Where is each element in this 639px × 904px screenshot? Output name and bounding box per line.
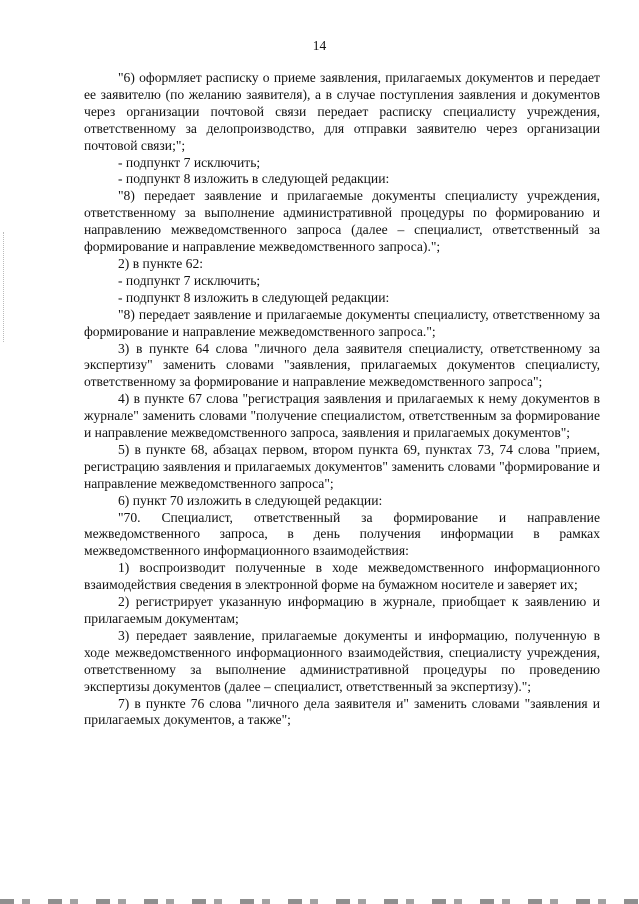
paragraph: 5) в пункте 68, абзацах первом, втором пункта 69, пунктах 73, 74 слова "прием, регистрацию заявления и прилагаемых документов" заменить словами "формирование и направление межведомственного запроса";	[84, 441, 600, 491]
paragraph: - подпункт 8 изложить в следующей редакции:	[118, 171, 390, 187]
paragraph: 3) передает заявление, прилагаемые документы и информацию, полученную в ходе межведомственного информационного взаимодействия, специалисту учреждения, ответственному за выполнение административной процедуры по проведению экспертизы документов (далее – специалист, ответственный за экспертизу).";	[84, 627, 600, 694]
paragraph: 6) пункт 70 изложить в следующей редакции:	[118, 492, 383, 508]
paragraph: - подпункт 7 исключить;	[118, 272, 261, 288]
paragraph: 1) воспроизводит полученные в ходе межведомственного информационного взаимодействия сведения в электронной форме на бумажном носителе и заверяет их;	[84, 560, 600, 593]
paragraph: 7) в пункте 76 слова "личного дела заявителя и" заменить словами "заявления и прилагаемых документов, а также";	[84, 695, 600, 728]
paragraph: - подпункт 8 изложить в следующей редакции:	[118, 289, 390, 305]
paragraph: "8) передает заявление и прилагаемые документы специалисту, ответственному за формирование и направление межведомственного запроса.";	[84, 306, 600, 339]
page-number: 14	[312, 38, 327, 53]
document-body	[84, 70, 600, 729]
paragraph: "6) оформляет расписку о приеме заявления, прилагаемых документов и передает ее заявителю (по желанию заявителя), а в случае поступления заявления и документов через организации почтовой связи передает расписку специалисту учреждения, ответственному за делопроизводство, для отправки заявителю через организации почтовой связи;";	[84, 70, 600, 153]
paragraph: "70. Специалист, ответственный за формирование и направление межведомственного запроса, в день получения информации в рамках межведомственного информационного взаимодействия:	[84, 509, 600, 559]
paragraph: "8) передает заявление и прилагаемые документы специалисту учреждения, ответственному за выполнение административной процедуры по формированию и направлению межведомственного запроса (далее – специалист, ответственный за формирование и направление межведомственного запроса).";	[84, 188, 600, 255]
paragraph: 3) в пункте 64 слова "личного дела заявителя специалисту, ответственному за экспертизу" заменить словами "заявления, прилагаемых документов специалисту, ответственному за формирование и направление межведомственного запроса";	[84, 340, 600, 390]
paragraph: 4) в пункте 67 слова "регистрация заявления и прилагаемых к нему документов в журнале" заменить словами "получение специалистом, ответственным за формирование и направление межведомственного запроса, заявления и прилагаемых документов";	[84, 391, 600, 441]
scan-bottom-edge	[0, 899, 639, 904]
scan-edge-marks	[3, 232, 6, 342]
paragraph: - подпункт 7 исключить;	[118, 154, 261, 170]
paragraph: 2) в пункте 62:	[118, 255, 204, 271]
paragraph: 2) регистрирует указанную информацию в журнале, приобщает к заявлению и прилагаемым документам;	[84, 594, 600, 626]
